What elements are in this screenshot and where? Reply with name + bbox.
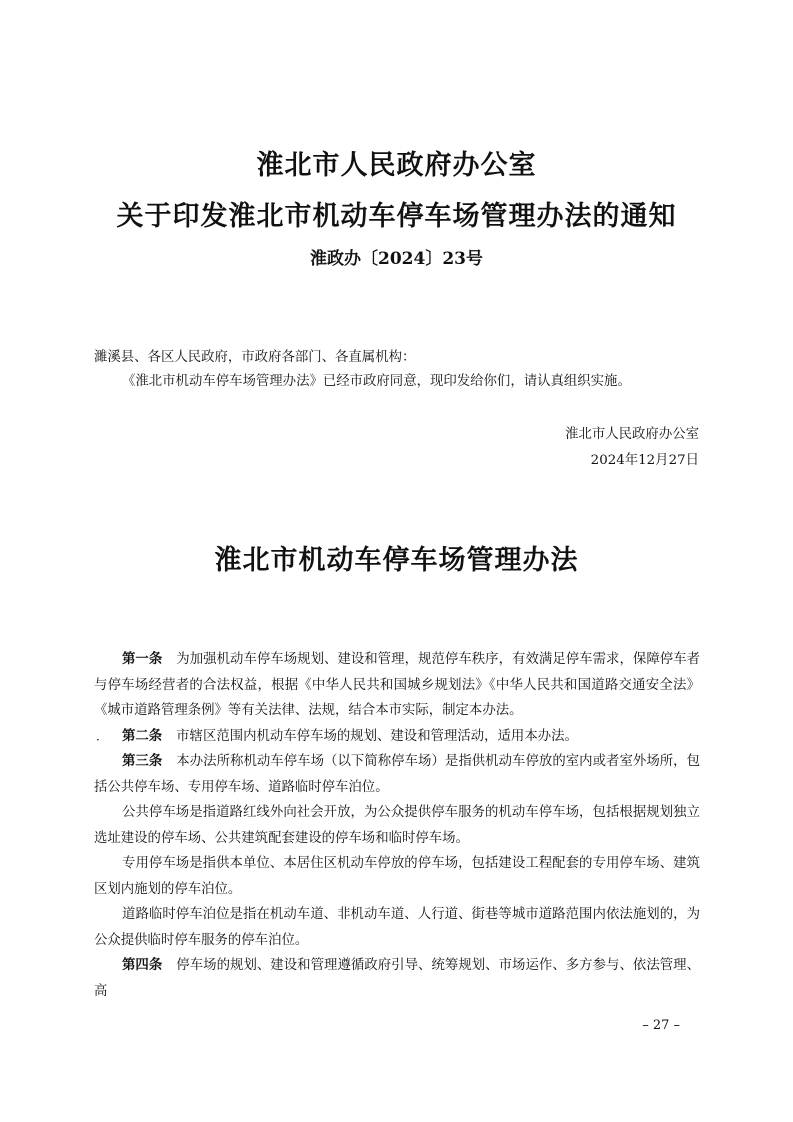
notice-recipients: 濉溪县、各区人民政府，市政府各部门、各直属机构： bbox=[94, 350, 416, 365]
article-text: 公共停车场是指道路红线外向社会开放，为公众提供停车服务的机动车停车场，包括根据规划独立选址建设的停车场、公共建筑配套建设的停车场和临时停车场。 bbox=[94, 805, 700, 846]
article-text: 停车场的规划、建设和管理遵循政府引导、统筹规划、市场运作、多方参与、依法管理、高 bbox=[94, 958, 701, 999]
regulation-body bbox=[94, 647, 700, 1004]
notice-title-line1: 淮北市人民政府办公室 bbox=[256, 150, 537, 181]
article-paragraph bbox=[94, 749, 700, 800]
article-number: 第一条 bbox=[122, 651, 163, 667]
article-paragraph bbox=[94, 953, 700, 1004]
notice-signer: 淮北市人民政府办公室 bbox=[565, 427, 699, 442]
article-paragraph bbox=[94, 800, 700, 851]
article-number: 第二条 bbox=[122, 727, 163, 744]
article-paragraph bbox=[94, 724, 700, 750]
document-number: 淮政办〔2024〕23号 bbox=[310, 249, 483, 269]
article-text: 为加强机动车停车场规划、建设和管理，规范停车秩序，有效满足停车需求，保障停车者与停车场经营者的合法权益，根据《中华人民共和国城乡规划法》《中华人民共和国道路交通安全法》《城市道路管理条例》等有关法律、法规，结合本市实际，制定本办法。 bbox=[94, 652, 701, 718]
article-paragraph bbox=[94, 647, 700, 724]
regulation-title: 淮北市机动车停车场管理办法 bbox=[214, 545, 579, 576]
notice-date: 2024年12月27日 bbox=[590, 453, 699, 468]
margin-mark: · bbox=[96, 733, 100, 747]
page-number: – 27 – bbox=[642, 1018, 680, 1033]
article-text: 本办法所称机动车停车场（以下简称停车场）是指供机动车停放的室内或者室外场所，包括公共停车场、专用停车场、道路临时停车泊位。 bbox=[94, 754, 701, 795]
notice-title-line2: 关于印发淮北市机动车停车场管理办法的通知 bbox=[116, 201, 677, 232]
article-text: 专用停车场是指供本单位、本居住区机动车停放的停车场，包括建设工程配套的专用停车场、建筑区划内施划的停车泊位。 bbox=[94, 856, 700, 897]
article-text: 市辖区范围内机动车停车场的规划、建设和管理活动，适用本办法。 bbox=[176, 728, 578, 744]
article-number: 第三条 bbox=[122, 753, 163, 769]
article-number: 第四条 bbox=[122, 957, 163, 973]
article-paragraph bbox=[94, 851, 700, 902]
article-paragraph bbox=[94, 902, 700, 953]
article-text: 道路临时停车泊位是指在机动车道、非机动车道、人行道、街巷等城市道路范围内依法施划的，为公众提供临时停车服务的停车泊位。 bbox=[94, 907, 700, 948]
notice-body: 《淮北市机动车停车场管理办法》已经市政府同意，现印发给你们，请认真组织实施。 bbox=[122, 374, 631, 389]
